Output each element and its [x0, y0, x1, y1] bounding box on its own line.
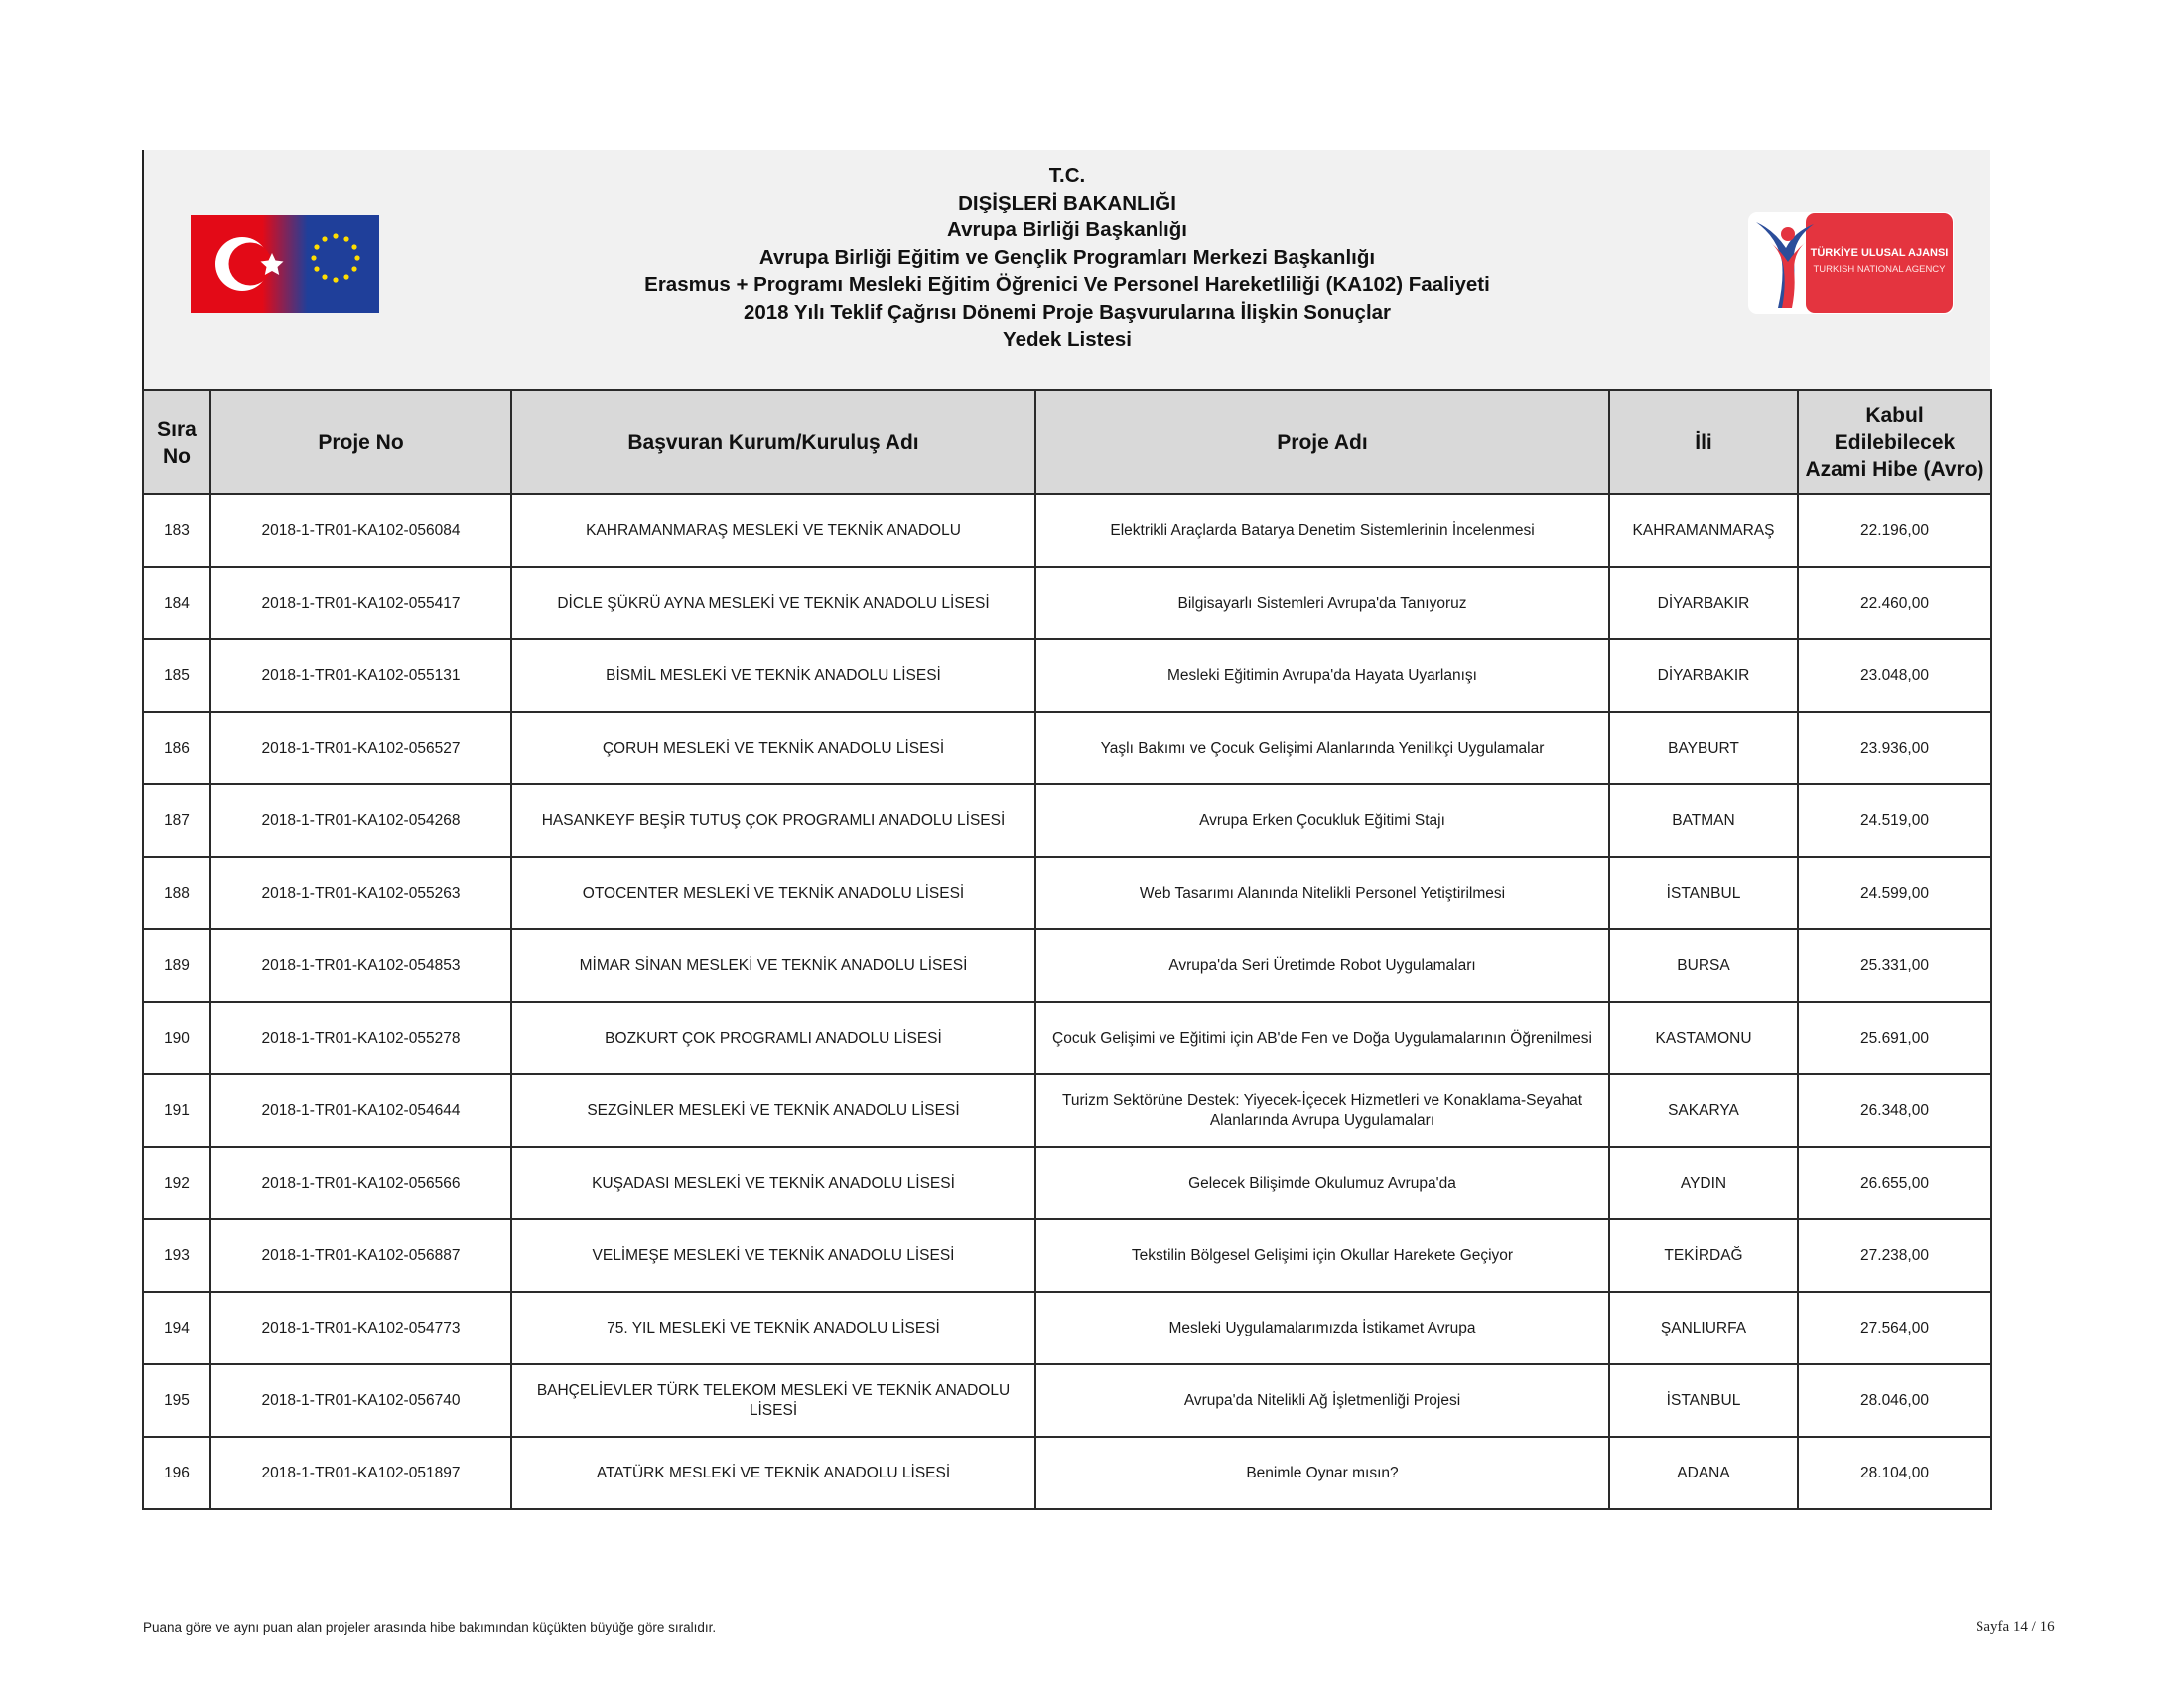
- cell-kurum: SEZGİNLER MESLEKİ VE TEKNİK ANADOLU LİSESİ: [511, 1074, 1035, 1147]
- cell-kurum: ATATÜRK MESLEKİ VE TEKNİK ANADOLU LİSESİ: [511, 1437, 1035, 1509]
- cell-hibe: 27.238,00: [1798, 1219, 1991, 1292]
- cell-ili: SAKARYA: [1609, 1074, 1798, 1147]
- cell-proje-adi: Elektrikli Araçlarda Batarya Denetim Sistemlerinin İncelenmesi: [1035, 494, 1609, 567]
- cell-kurum: 75. YIL MESLEKİ VE TEKNİK ANADOLU LİSESİ: [511, 1292, 1035, 1364]
- cell-hibe: 26.655,00: [1798, 1147, 1991, 1219]
- header-line-list-type: Yedek Listesi: [1003, 328, 1132, 351]
- cell-ili: BURSA: [1609, 929, 1798, 1002]
- table-row: [143, 1002, 1991, 1074]
- cell-proje-no: 2018-1-TR01-KA102-054773: [210, 1292, 511, 1364]
- table-row: [143, 857, 1991, 929]
- cell-kurum: DİCLE ŞÜKRÜ AYNA MESLEKİ VE TEKNİK ANADOLU LİSESİ: [511, 567, 1035, 639]
- cell-hibe: 22.196,00: [1798, 494, 1991, 567]
- cell-proje-adi: Avrupa Erken Çocukluk Eğitimi Stajı: [1035, 784, 1609, 857]
- cell-sira-no: 190: [143, 1002, 210, 1074]
- cell-hibe: 22.460,00: [1798, 567, 1991, 639]
- cell-sira-no: 195: [143, 1364, 210, 1437]
- column-header-proje-no: Proje No: [210, 390, 511, 494]
- cell-ili: ADANA: [1609, 1437, 1798, 1509]
- turkish-national-agency-logo: [1748, 212, 1954, 314]
- cell-ili: DİYARBAKIR: [1609, 639, 1798, 712]
- header-line-call: 2018 Yılı Teklif Çağrısı Dönemi Proje Başvurularına İlişkin Sonuçlar: [743, 300, 1392, 324]
- page-number: Sayfa 14 / 16: [1976, 1619, 2055, 1635]
- table-row: [143, 1292, 1991, 1364]
- cell-hibe: 24.599,00: [1798, 857, 1991, 929]
- cell-kurum: BİSMİL MESLEKİ VE TEKNİK ANADOLU LİSESİ: [511, 639, 1035, 712]
- cell-kurum: KUŞADASI MESLEKİ VE TEKNİK ANADOLU LİSESİ: [511, 1147, 1035, 1219]
- table-row: [143, 494, 1991, 567]
- table-body: [143, 494, 1991, 1509]
- cell-hibe: 24.519,00: [1798, 784, 1991, 857]
- table-row: [143, 784, 1991, 857]
- header-line-eu-directorate: Avrupa Birliği Başkanlığı: [947, 218, 1187, 241]
- cell-proje-adi: Çocuk Gelişimi ve Eğitimi için AB'de Fen ve Doğa Uygulamalarının Öğrenilmesi: [1035, 1002, 1609, 1074]
- cell-sira-no: 189: [143, 929, 210, 1002]
- cell-sira-no: 184: [143, 567, 210, 639]
- cell-ili: BATMAN: [1609, 784, 1798, 857]
- cell-sira-no: 185: [143, 639, 210, 712]
- header-line-tc: T.C.: [1048, 164, 1086, 187]
- cell-ili: DİYARBAKIR: [1609, 567, 1798, 639]
- column-header-hibe: Kabul Edilebilecek Azami Hibe (Avro): [1798, 390, 1991, 494]
- cell-proje-adi: Gelecek Bilişimde Okulumuz Avrupa'da: [1035, 1147, 1609, 1219]
- cell-hibe: 26.348,00: [1798, 1074, 1991, 1147]
- cell-proje-no: 2018-1-TR01-KA102-056566: [210, 1147, 511, 1219]
- cell-sira-no: 192: [143, 1147, 210, 1219]
- header-line-ministry: DIŞİŞLERİ BAKANLIĞI: [958, 191, 1176, 214]
- table-row: [143, 1147, 1991, 1219]
- cell-sira-no: 183: [143, 494, 210, 567]
- cell-hibe: 27.564,00: [1798, 1292, 1991, 1364]
- cell-proje-adi: Bilgisayarlı Sistemleri Avrupa'da Tanıyoruz: [1035, 567, 1609, 639]
- table-row: [143, 929, 1991, 1002]
- table-row: [143, 567, 1991, 639]
- table-row: [143, 1074, 1991, 1147]
- results-table: [142, 389, 1992, 1510]
- cell-kurum: BOZKURT ÇOK PROGRAMLI ANADOLU LİSESİ: [511, 1002, 1035, 1074]
- cell-kurum: ÇORUH MESLEKİ VE TEKNİK ANADOLU LİSESİ: [511, 712, 1035, 784]
- cell-proje-no: 2018-1-TR01-KA102-054853: [210, 929, 511, 1002]
- cell-ili: AYDIN: [1609, 1147, 1798, 1219]
- cell-proje-adi: Mesleki Uygulamalarımızda İstikamet Avrupa: [1035, 1292, 1609, 1364]
- cell-proje-no: 2018-1-TR01-KA102-056740: [210, 1364, 511, 1437]
- cell-proje-no: 2018-1-TR01-KA102-051897: [210, 1437, 511, 1509]
- agency-logo-line2: TURKISH NATIONAL AGENCY: [1813, 264, 1946, 275]
- cell-kurum: HASANKEYF BEŞİR TUTUŞ ÇOK PROGRAMLI ANADOLU LİSESİ: [511, 784, 1035, 857]
- table-row: [143, 1364, 1991, 1437]
- cell-proje-adi: Avrupa'da Nitelikli Ağ İşletmenliği Projesi: [1035, 1364, 1609, 1437]
- cell-proje-no: 2018-1-TR01-KA102-056887: [210, 1219, 511, 1292]
- cell-sira-no: 187: [143, 784, 210, 857]
- cell-ili: KAHRAMANMARAŞ: [1609, 494, 1798, 567]
- cell-proje-adi: Benimle Oynar mısın?: [1035, 1437, 1609, 1509]
- cell-proje-adi: Avrupa'da Seri Üretimde Robot Uygulamaları: [1035, 929, 1609, 1002]
- cell-kurum: OTOCENTER MESLEKİ VE TEKNİK ANADOLU LİSESİ: [511, 857, 1035, 929]
- cell-ili: İSTANBUL: [1609, 857, 1798, 929]
- table-row: [143, 1437, 1991, 1509]
- cell-kurum: KAHRAMANMARAŞ MESLEKİ VE TEKNİK ANADOLU: [511, 494, 1035, 567]
- cell-proje-no: 2018-1-TR01-KA102-056084: [210, 494, 511, 567]
- cell-sira-no: 194: [143, 1292, 210, 1364]
- column-header-sira-no: Sıra No: [143, 390, 210, 494]
- table-row: [143, 712, 1991, 784]
- column-header-proje-adi: Proje Adı: [1035, 390, 1609, 494]
- cell-hibe: 23.936,00: [1798, 712, 1991, 784]
- cell-kurum: VELİMEŞE MESLEKİ VE TEKNİK ANADOLU LİSESİ: [511, 1219, 1035, 1292]
- cell-hibe: 25.691,00: [1798, 1002, 1991, 1074]
- cell-proje-adi: Mesleki Eğitimin Avrupa'da Hayata Uyarlanışı: [1035, 639, 1609, 712]
- column-header-ili: İli: [1609, 390, 1798, 494]
- cell-sira-no: 188: [143, 857, 210, 929]
- cell-proje-no: 2018-1-TR01-KA102-055417: [210, 567, 511, 639]
- cell-hibe: 25.331,00: [1798, 929, 1991, 1002]
- cell-sira-no: 186: [143, 712, 210, 784]
- cell-proje-no: 2018-1-TR01-KA102-055131: [210, 639, 511, 712]
- cell-hibe: 23.048,00: [1798, 639, 1991, 712]
- cell-hibe: 28.104,00: [1798, 1437, 1991, 1509]
- cell-proje-no: 2018-1-TR01-KA102-055263: [210, 857, 511, 929]
- cell-proje-no: 2018-1-TR01-KA102-054644: [210, 1074, 511, 1147]
- cell-sira-no: 191: [143, 1074, 210, 1147]
- header-titles: [144, 162, 1990, 353]
- results-document: [142, 150, 1990, 1510]
- cell-hibe: 28.046,00: [1798, 1364, 1991, 1437]
- cell-sira-no: 193: [143, 1219, 210, 1292]
- header-line-center: Avrupa Birliği Eğitim ve Gençlik Programları Merkezi Başkanlığı: [758, 245, 1376, 269]
- cell-proje-no: 2018-1-TR01-KA102-055278: [210, 1002, 511, 1074]
- cell-ili: ŞANLIURFA: [1609, 1292, 1798, 1364]
- cell-ili: İSTANBUL: [1609, 1364, 1798, 1437]
- cell-proje-adi: Tekstilin Bölgesel Gelişimi için Okullar Harekete Geçiyor: [1035, 1219, 1609, 1292]
- cell-ili: TEKİRDAĞ: [1609, 1219, 1798, 1292]
- table-header-row: [143, 390, 1991, 494]
- document-header: [142, 150, 1990, 389]
- table-row: [143, 1219, 1991, 1292]
- cell-ili: BAYBURT: [1609, 712, 1798, 784]
- footer-note: Puana göre ve aynı puan alan projeler arasında hibe bakımından küçükten büyüğe göre sıralıdır.: [143, 1620, 717, 1635]
- cell-sira-no: 196: [143, 1437, 210, 1509]
- header-line-programme: Erasmus + Programı Mesleki Eğitim Öğrenici Ve Personel Hareketliliği (KA102) Faaliyeti: [644, 273, 1490, 296]
- table-row: [143, 639, 1991, 712]
- cell-proje-no: 2018-1-TR01-KA102-056527: [210, 712, 511, 784]
- agency-logo-line1: TÜRKİYE ULUSAL AJANSI: [1810, 247, 1949, 259]
- cell-kurum: BAHÇELİEVLER TÜRK TELEKOM MESLEKİ VE TEKNİK ANADOLU LİSESİ: [511, 1364, 1035, 1437]
- column-header-kurum: Başvuran Kurum/Kuruluş Adı: [511, 390, 1035, 494]
- cell-kurum: MİMAR SİNAN MESLEKİ VE TEKNİK ANADOLU LİSESİ: [511, 929, 1035, 1002]
- cell-proje-no: 2018-1-TR01-KA102-054268: [210, 784, 511, 857]
- cell-proje-adi: Turizm Sektörüne Destek: Yiyecek-İçecek Hizmetleri ve Konaklama-Seyahat Alanlarında Avrupa Uygulamaları: [1035, 1074, 1609, 1147]
- cell-proje-adi: Web Tasarımı Alanında Nitelikli Personel Yetiştirilmesi: [1035, 857, 1609, 929]
- cell-ili: KASTAMONU: [1609, 1002, 1798, 1074]
- cell-proje-adi: Yaşlı Bakımı ve Çocuk Gelişimi Alanlarında Yenilikçi Uygulamalar: [1035, 712, 1609, 784]
